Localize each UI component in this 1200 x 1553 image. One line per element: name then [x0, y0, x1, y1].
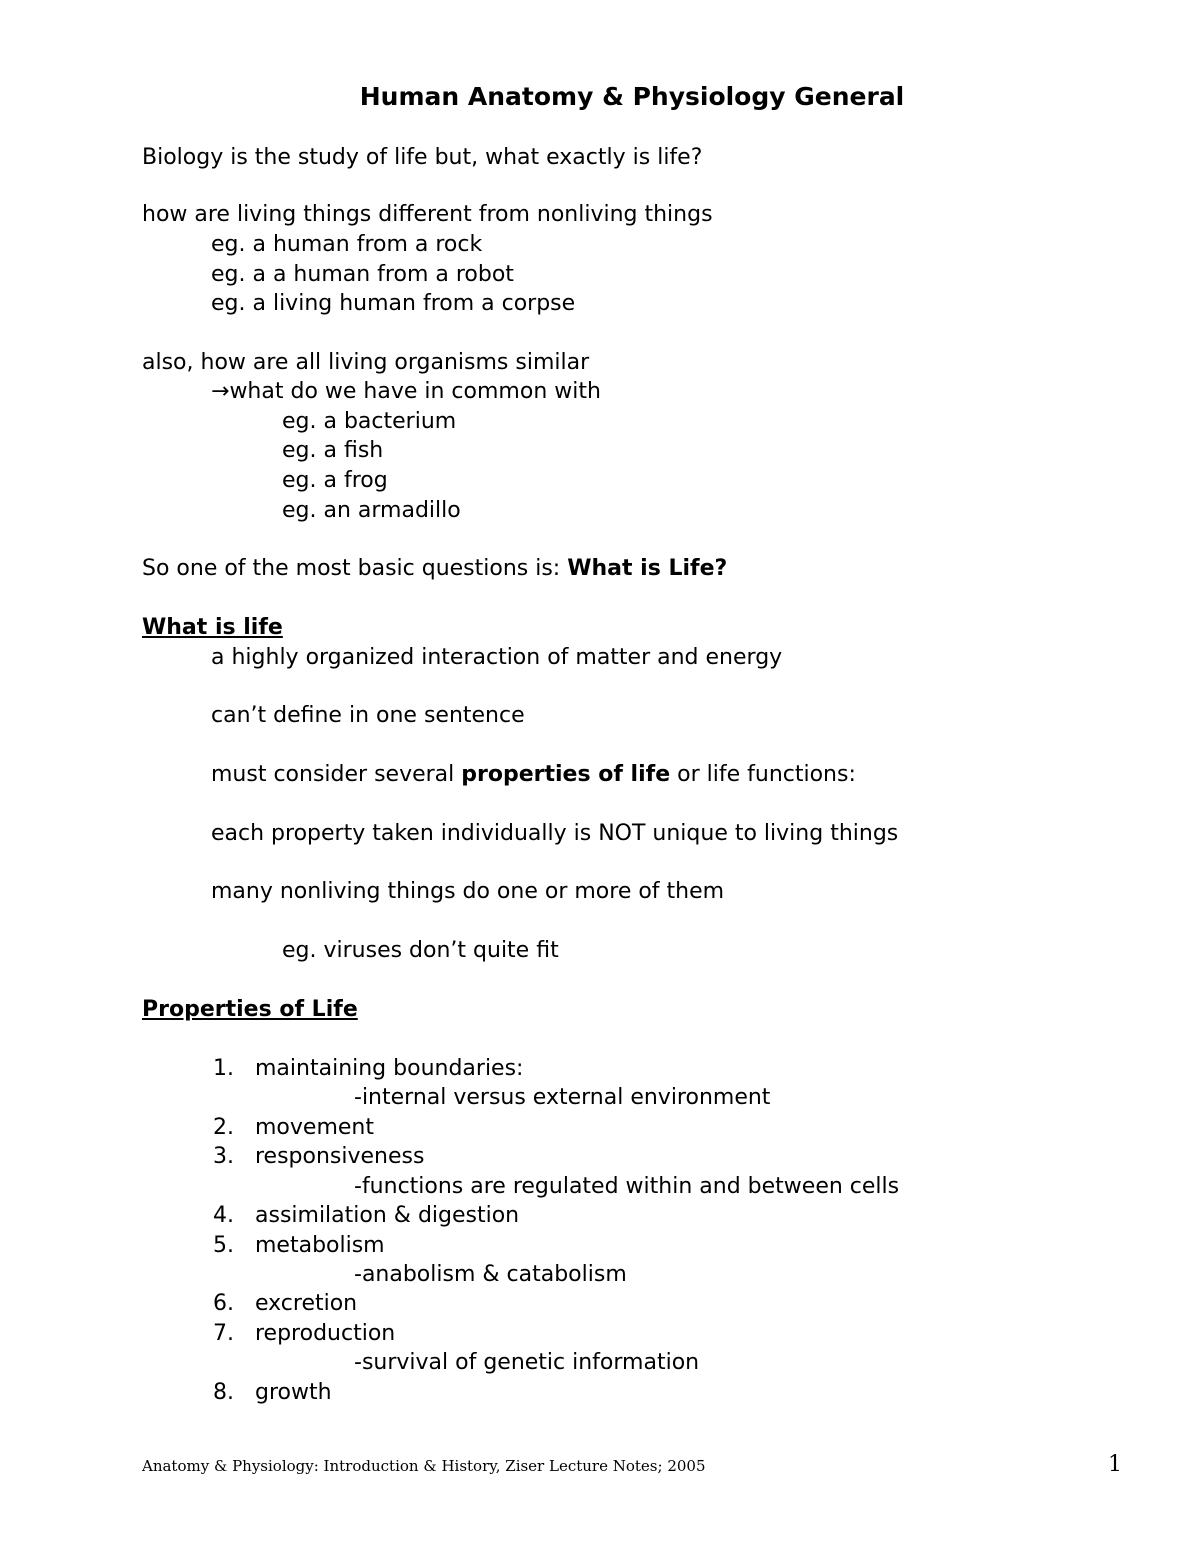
common-prompt — [211, 379, 601, 405]
consider-bold: properties of life — [461, 762, 671, 787]
property-number: 8. — [213, 1380, 234, 1405]
property-number: 1. — [213, 1056, 234, 1081]
individual-line: each property taken individually is NOT unique to living things — [211, 821, 899, 846]
property-label: metabolism — [255, 1233, 385, 1258]
cant-define-line: can’t define in one sentence — [211, 703, 525, 728]
intro-line: Biology is the study of life but, what exactly is life? — [142, 145, 703, 170]
property-item — [213, 1380, 332, 1406]
page-number: 1 — [1108, 1452, 1122, 1477]
consider-after: or life functions: — [670, 762, 856, 787]
similarity-example: eg. an armadillo — [282, 498, 461, 523]
property-item — [213, 1321, 395, 1347]
property-subitem: -internal versus external environment — [354, 1085, 771, 1110]
property-label: growth — [255, 1380, 332, 1405]
property-label: reproduction — [255, 1321, 396, 1346]
arrow-icon: → — [211, 379, 230, 404]
common-prompt-text: what do we have in common with — [229, 379, 601, 404]
property-number: 3. — [213, 1144, 234, 1169]
property-label: maintaining boundaries: — [255, 1056, 524, 1081]
property-number: 4. — [213, 1203, 234, 1228]
document-title: Human Anatomy & Physiology General — [359, 82, 905, 111]
difference-example: eg. a a human from a robot — [211, 262, 514, 287]
basic-question-line — [142, 556, 727, 582]
nonliving-line: many nonliving things do one or more of them — [211, 879, 725, 904]
property-item — [213, 1056, 523, 1082]
property-subitem: -anabolism & catabolism — [354, 1262, 627, 1287]
property-item — [213, 1233, 385, 1259]
consider-line — [211, 762, 856, 788]
similarity-example: eg. a bacterium — [282, 409, 457, 434]
property-number: 2. — [213, 1115, 234, 1140]
property-subitem: -functions are regulated within and between cells — [354, 1174, 900, 1199]
virus-line: eg. viruses don’t quite fit — [282, 938, 559, 963]
similarity-example: eg. a fish — [282, 438, 384, 463]
property-label: assimilation & digestion — [255, 1203, 520, 1228]
property-item — [213, 1115, 374, 1141]
property-subitem: -survival of genetic information — [354, 1350, 700, 1375]
what-is-life-heading: What is life — [142, 615, 283, 640]
property-item — [213, 1144, 424, 1170]
consider-before: must consider several — [211, 762, 462, 787]
property-label: responsiveness — [255, 1144, 425, 1169]
similarity-example: eg. a frog — [282, 468, 388, 493]
basic-question-bold: What is Life? — [567, 556, 728, 581]
property-label: excretion — [255, 1291, 358, 1316]
difference-example: eg. a living human from a corpse — [211, 291, 576, 316]
property-item — [213, 1203, 519, 1229]
property-number: 6. — [213, 1291, 234, 1316]
basic-question-text: So one of the most basic questions is: — [142, 556, 568, 581]
similarities-question: also, how are all living organisms similar — [142, 350, 590, 375]
property-number: 7. — [213, 1321, 234, 1346]
difference-example: eg. a human from a rock — [211, 232, 483, 257]
page-footer: Anatomy & Physiology: Introduction & History, Ziser Lecture Notes; 2005 — [142, 1457, 706, 1475]
properties-heading: Properties of Life — [142, 997, 358, 1022]
property-label: movement — [255, 1115, 374, 1140]
property-item — [213, 1291, 357, 1317]
property-number: 5. — [213, 1233, 234, 1258]
life-definition: a highly organized interaction of matter and energy — [211, 645, 783, 670]
differences-question: how are living things different from nonliving things — [142, 202, 713, 227]
